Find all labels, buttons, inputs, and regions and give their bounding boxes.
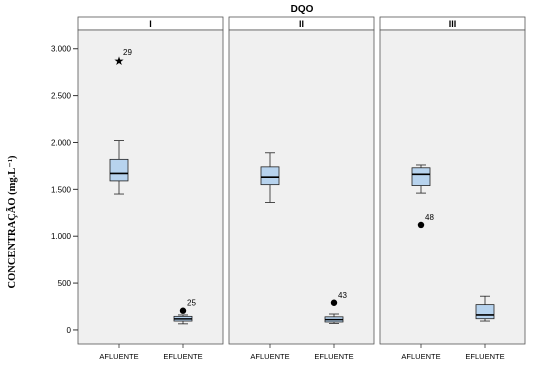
outlier-label: 29 (123, 47, 132, 57)
panel-label: III (448, 19, 457, 29)
panel-label: I (149, 19, 152, 29)
x-category-label: EFLUENTE (163, 352, 203, 361)
outlier-star: ★ (113, 53, 125, 68)
panels-layer (78, 17, 525, 361)
outlier-point (331, 300, 337, 306)
iqr-box (110, 159, 128, 181)
y-tick-label: 3.000 (50, 44, 71, 54)
y-tick-label: 1.000 (50, 232, 71, 242)
y-tick-label: 2.500 (50, 91, 71, 101)
panel-II (229, 17, 374, 361)
y-tick-label: 2.000 (50, 138, 71, 148)
outlier-point (180, 308, 186, 314)
outlier-label: 25 (187, 298, 196, 308)
x-category-label: AFLUENTE (250, 352, 290, 361)
iqr-box (412, 168, 430, 186)
outlier-point (418, 222, 424, 228)
panel-plot-area (78, 30, 223, 344)
panel-I (78, 17, 223, 361)
x-category-label: EFLUENTE (314, 352, 354, 361)
iqr-box (476, 305, 494, 319)
x-category-label: EFLUENTE (465, 352, 505, 361)
panel-plot-area (380, 30, 525, 344)
y-tick-label: 500 (57, 279, 71, 289)
y-tick-label: 1.500 (50, 185, 71, 195)
panel-label: II (298, 19, 305, 29)
outlier-label: 48 (425, 212, 434, 222)
y-axis-label: CONCENTRAÇÃO (mg.L⁻¹) (7, 155, 18, 289)
outlier-label: 43 (338, 290, 347, 300)
panel-III (380, 17, 525, 361)
x-category-label: AFLUENTE (99, 352, 139, 361)
iqr-box (261, 167, 279, 185)
panel-plot-area (229, 30, 374, 344)
y-tick-label: 0 (66, 325, 71, 335)
y-axis (51, 45, 78, 335)
chart-title: DQO (290, 4, 314, 15)
x-category-label: AFLUENTE (401, 352, 441, 361)
